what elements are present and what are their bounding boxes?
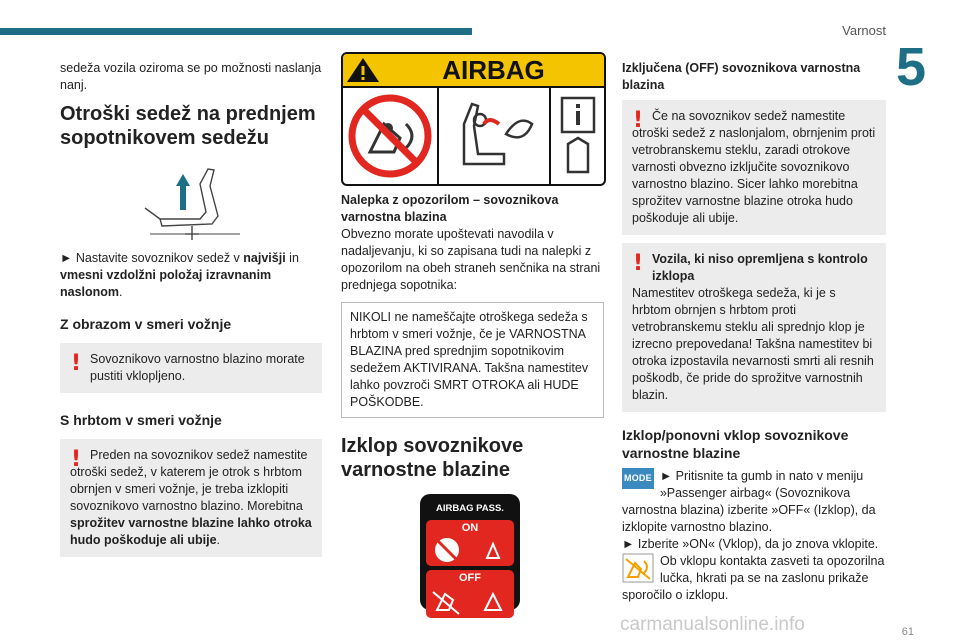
step-mode: MODE ► Pritisnite ta gumb in nato v meniju »Passenger airbag« (Sovoznikova varnostna blazina) izberite »OFF« (Izklop), da izklopite varnostno blazino. (622, 469, 876, 534)
warning-icon: ! (71, 351, 82, 376)
label-warning-text: NIKOLI ne nameščajte otroškega sedeža s hrbtom v smeri vožnje, če je VARNOSTNA BLAZINA pred sprednjim sopotnikovim sedežem AKTIVIRANA. Takšna namestitev lahko povzroči SMRT OTROKA ali HUDE POŠKODBE. (341, 302, 604, 418)
seat-adjust-diagram (140, 164, 250, 242)
airbag-deploy-icon (444, 94, 544, 178)
warning-icon: ! (71, 447, 82, 472)
off-airbag-heading: Izključena (OFF) sovoznikova varnostna blazina (622, 61, 861, 92)
subtitle-forward: Z obrazom v smeri vožnje (60, 316, 232, 332)
label-instructions: Obvezno morate upoštevati navodila v nadaljevanju, ki so zapisana tudi na nalepki z opozorilom na obeh straneh senčnika na strani prednjega sopotnika: (341, 227, 601, 292)
warning-text-1: Sovoznikovo varnostno blazino morate pustiti vklopljeno. (90, 352, 305, 383)
manual-book-icon (556, 94, 600, 178)
warning-box-1 (60, 343, 322, 393)
watermark: carmanualsonline.info (620, 614, 805, 635)
intro-text: sedeža vozila oziroma se po možnosti naslanja nanj. (60, 61, 322, 92)
chapter-number: 5 (896, 37, 927, 97)
airbag-pass-panel (420, 494, 520, 610)
seat-adjust-icon (140, 164, 250, 242)
subtitle-rearward: S hrbtom v smeri vožnje (60, 412, 222, 428)
label-caption: Nalepka z opozorilom – sovoznikova varnostna blazina (341, 193, 559, 224)
panel-on-indicator (426, 520, 514, 566)
panel-on-label: ON (461, 522, 479, 534)
step-on: ► Izberite »ON« (Vklop), da jo znova vklopite. (622, 537, 879, 551)
airbag-off-warning-light-icon (622, 553, 654, 583)
child-seat-off-icon (427, 588, 513, 616)
warning-icon: ! (633, 251, 644, 276)
warning-heading-4: Vozila, ki niso opremljena s kontrolo izklopa (652, 252, 868, 283)
warning-box-3 (622, 100, 886, 235)
airbag-label-title: AIRBAG (442, 54, 545, 85)
header-bar (0, 28, 472, 35)
panel-off-label: OFF (459, 572, 481, 584)
child-seat-on-icon (427, 536, 513, 564)
panel-off-indicator (426, 570, 514, 618)
column-3 (622, 60, 886, 604)
column-1 (60, 60, 322, 557)
page-number: 61 (901, 626, 914, 638)
title-front-seat: Otroški sedež na prednjem sopotnikovem sedežu (60, 103, 316, 149)
mode-button-icon: MODE (622, 468, 654, 489)
warning-box-4 (622, 243, 886, 412)
no-rear-child-seat-icon (348, 94, 432, 178)
step-seat: ► Nastavite sovoznikov sedež v najvišji in vmesni vzdolžni položaj izravnanim naslonom. (60, 251, 299, 299)
step-indicator: Ob vklopu kontakta zasveti ta opozorilna lučka, hkrati pa se na zaslonu prikaže sporočilo o izklopu. (622, 554, 885, 602)
hazard-triangle-icon (343, 55, 383, 85)
warning-text-2: Preden na sovoznikov sedež namestite otroški sedež, v katerem je otrok s hrbtom obrnjen v smeri vožnje, je treba izklopiti sovoznikovo varnostno blazino. Morebitna sprožitev varnostne blazine lahko otroka hudo poškoduje ali ubije. (70, 448, 312, 547)
panel-title: AIRBAG PASS. (436, 503, 504, 514)
column-2 (341, 52, 604, 610)
warning-text-3: Če na sovoznikov sedež namestite otroški sedež z naslonjalom, obrnjenim proti vetrobranskemu steklu, zaradi otrokove varnosti obvezno izključite sovoznikovo varnostno blazino. Sicer lahko morebitna sprožitev varnostne blazine otroka hudo poškoduje ali ubije. (632, 109, 876, 225)
warning-icon: ! (633, 108, 644, 133)
subtitle-toggle: Izklop/ponovni vklop sovoznikove varnostne blazine (622, 427, 849, 461)
warning-box-2 (60, 439, 322, 557)
title-airbag-off: Izklop sovoznikove varnostne blazine (341, 435, 524, 481)
airbag-warning-label (341, 52, 606, 186)
warning-text-4: Namestitev otroškega sedeža, ki je s hrbtom obrnjen s hrbtom proti vetrobranskemu steklu ali sprednjo klop je izrecno prepovedana! Takšna namestitev bi otroka izpostavila nevarnosti smrti ali resnih poškodb, če pride do sprožitve varnostnih blazin. (632, 286, 874, 402)
section-name: Varnost (842, 23, 886, 38)
